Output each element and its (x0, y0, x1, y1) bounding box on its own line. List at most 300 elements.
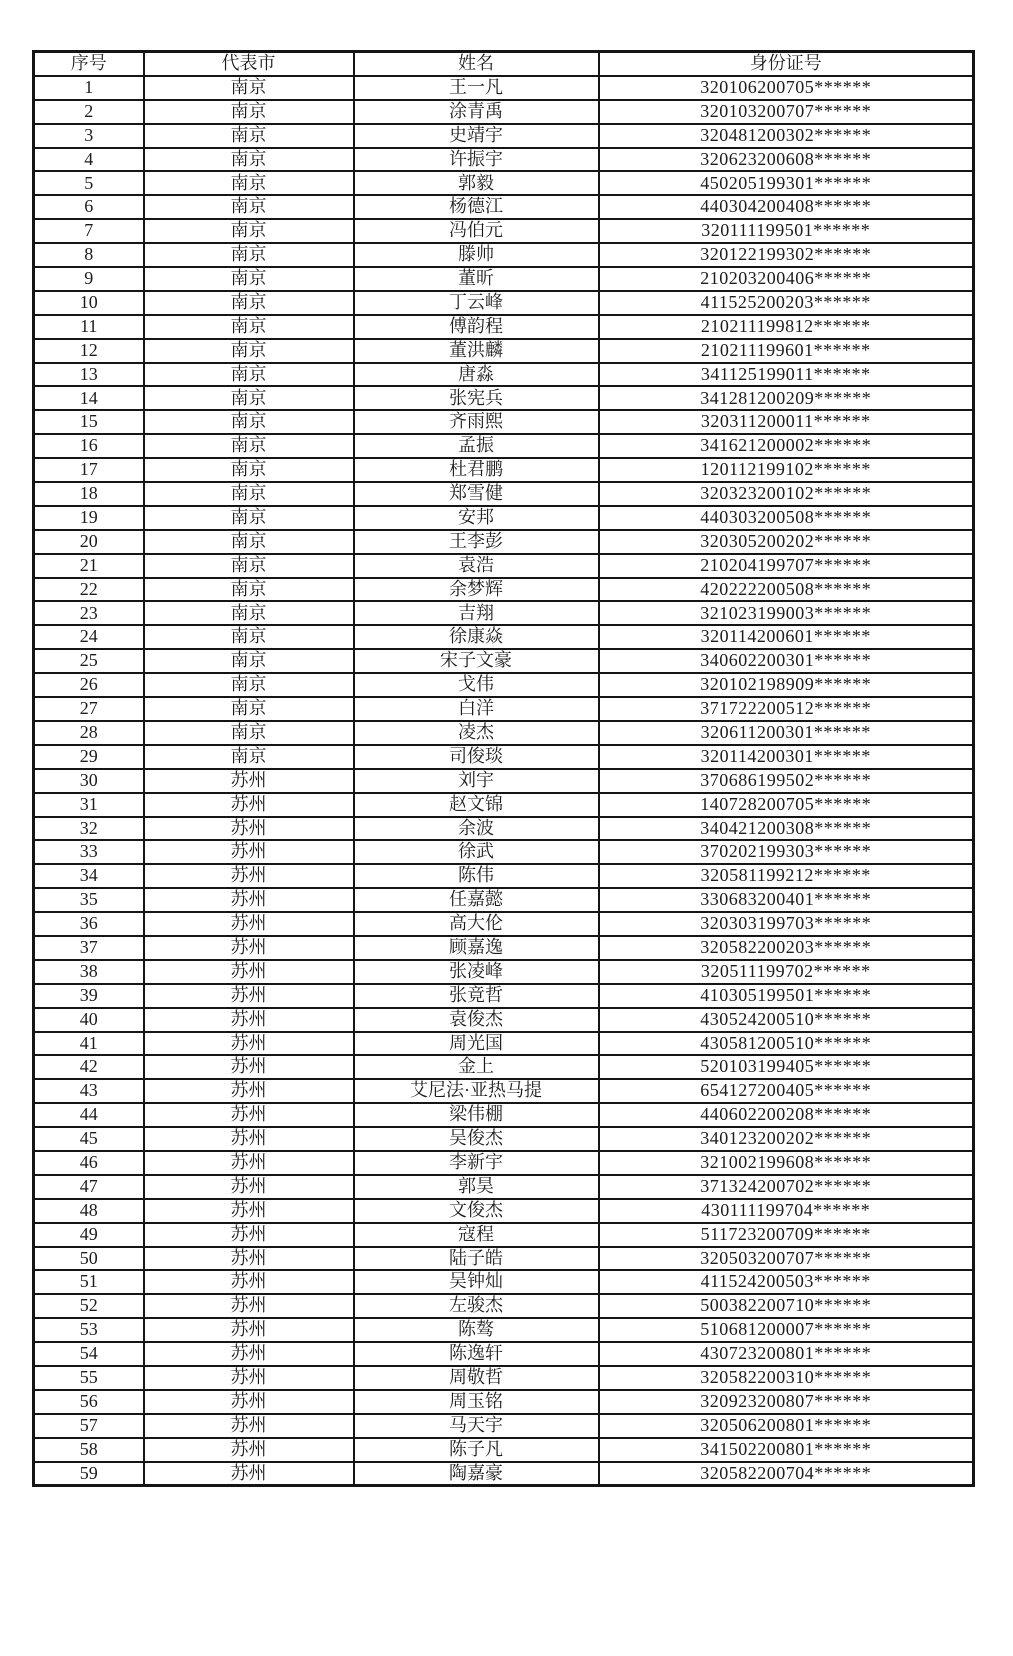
cell-serial: 7 (34, 219, 144, 243)
table-row (34, 601, 974, 625)
cell-name: 王一凡 (354, 76, 599, 100)
cell-serial: 55 (34, 1366, 144, 1390)
cell-id: 341621200002****** (599, 434, 974, 458)
cell-city: 南京 (144, 76, 354, 100)
cell-id: 210203200406****** (599, 267, 974, 291)
table-row (34, 506, 974, 530)
cell-serial: 49 (34, 1223, 144, 1247)
cell-city: 南京 (144, 721, 354, 745)
table-row (34, 434, 974, 458)
cell-name: 丁云峰 (354, 291, 599, 315)
cell-id: 210211199812****** (599, 315, 974, 339)
table-row (34, 1247, 974, 1271)
cell-city: 苏州 (144, 936, 354, 960)
cell-id: 320503200707****** (599, 1247, 974, 1271)
table-row (34, 363, 974, 387)
table-row (34, 1008, 974, 1032)
cell-id: 440303200508****** (599, 506, 974, 530)
cell-id: 341125199011****** (599, 363, 974, 387)
cell-name: 陈逸轩 (354, 1342, 599, 1366)
cell-id: 510681200007****** (599, 1318, 974, 1342)
cell-name: 吴俊杰 (354, 1127, 599, 1151)
table-row (34, 625, 974, 649)
cell-city: 南京 (144, 434, 354, 458)
cell-serial: 25 (34, 649, 144, 673)
cell-city: 苏州 (144, 793, 354, 817)
cell-city: 苏州 (144, 1151, 354, 1175)
cell-city: 南京 (144, 148, 354, 172)
table-row (34, 1438, 974, 1462)
cell-id: 340602200301****** (599, 649, 974, 673)
cell-serial: 13 (34, 363, 144, 387)
cell-serial: 31 (34, 793, 144, 817)
cell-serial: 4 (34, 148, 144, 172)
cell-name: 涂青禹 (354, 100, 599, 124)
cell-city: 南京 (144, 578, 354, 602)
cell-name: 齐雨熙 (354, 410, 599, 434)
cell-id: 320106200705****** (599, 76, 974, 100)
cell-name: 滕帅 (354, 243, 599, 267)
cell-serial: 21 (34, 554, 144, 578)
table-row (34, 960, 974, 984)
cell-name: 冯伯元 (354, 219, 599, 243)
cell-name: 戈伟 (354, 673, 599, 697)
cell-id: 420222200508****** (599, 578, 974, 602)
cell-id: 341281200209****** (599, 386, 974, 410)
cell-serial: 42 (34, 1055, 144, 1079)
cell-city: 南京 (144, 386, 354, 410)
cell-serial: 2 (34, 100, 144, 124)
cell-name: 金上 (354, 1055, 599, 1079)
cell-city: 南京 (144, 339, 354, 363)
cell-serial: 12 (34, 339, 144, 363)
cell-id: 370686199502****** (599, 769, 974, 793)
table-row (34, 1294, 974, 1318)
cell-id: 320582200203****** (599, 936, 974, 960)
cell-name: 张凌峰 (354, 960, 599, 984)
cell-name: 司俊琰 (354, 745, 599, 769)
cell-id: 430524200510****** (599, 1008, 974, 1032)
column-header-city: 代表市 (144, 52, 354, 76)
cell-id: 320511199702****** (599, 960, 974, 984)
table-row (34, 339, 974, 363)
table-row (34, 936, 974, 960)
table-row (34, 1127, 974, 1151)
cell-serial: 36 (34, 912, 144, 936)
cell-city: 苏州 (144, 1438, 354, 1462)
cell-city: 南京 (144, 554, 354, 578)
cell-city: 南京 (144, 506, 354, 530)
cell-serial: 10 (34, 291, 144, 315)
cell-city: 南京 (144, 482, 354, 506)
cell-serial: 20 (34, 530, 144, 554)
cell-serial: 23 (34, 601, 144, 625)
cell-serial: 16 (34, 434, 144, 458)
cell-name: 王李彭 (354, 530, 599, 554)
cell-serial: 59 (34, 1462, 144, 1486)
cell-serial: 14 (34, 386, 144, 410)
cell-city: 苏州 (144, 1462, 354, 1486)
cell-name: 陆子皓 (354, 1247, 599, 1271)
cell-name: 袁浩 (354, 554, 599, 578)
cell-id: 371722200512****** (599, 697, 974, 721)
table-row (34, 291, 974, 315)
cell-city: 南京 (144, 530, 354, 554)
table-row (34, 171, 974, 195)
cell-id: 320611200301****** (599, 721, 974, 745)
cell-city: 苏州 (144, 1390, 354, 1414)
table-row (34, 1055, 974, 1079)
cell-id: 520103199405****** (599, 1055, 974, 1079)
cell-id: 370202199303****** (599, 840, 974, 864)
cell-id: 320122199302****** (599, 243, 974, 267)
cell-serial: 33 (34, 840, 144, 864)
cell-id: 320623200608****** (599, 148, 974, 172)
table-row (34, 458, 974, 482)
cell-name: 艾尼法·亚热马提 (354, 1079, 599, 1103)
cell-serial: 58 (34, 1438, 144, 1462)
table-row (34, 793, 974, 817)
cell-id: 140728200705****** (599, 793, 974, 817)
cell-city: 苏州 (144, 864, 354, 888)
table-row (34, 554, 974, 578)
cell-id: 450205199301****** (599, 171, 974, 195)
cell-name: 陈骜 (354, 1318, 599, 1342)
cell-name: 史靖宇 (354, 124, 599, 148)
table-row (34, 840, 974, 864)
cell-city: 苏州 (144, 888, 354, 912)
cell-serial: 43 (34, 1079, 144, 1103)
cell-id: 320114200301****** (599, 745, 974, 769)
cell-city: 南京 (144, 219, 354, 243)
cell-name: 刘宇 (354, 769, 599, 793)
cell-id: 371324200702****** (599, 1175, 974, 1199)
cell-city: 南京 (144, 195, 354, 219)
cell-city: 南京 (144, 625, 354, 649)
cell-serial: 57 (34, 1414, 144, 1438)
cell-name: 董昕 (354, 267, 599, 291)
cell-id: 320506200801****** (599, 1414, 974, 1438)
cell-name: 郭昊 (354, 1175, 599, 1199)
table-row (34, 124, 974, 148)
cell-serial: 45 (34, 1127, 144, 1151)
cell-city: 苏州 (144, 984, 354, 1008)
cell-name: 吉翔 (354, 601, 599, 625)
cell-city: 苏州 (144, 1342, 354, 1366)
cell-city: 苏州 (144, 1199, 354, 1223)
cell-city: 苏州 (144, 1008, 354, 1032)
cell-id: 411525200203****** (599, 291, 974, 315)
cell-serial: 50 (34, 1247, 144, 1271)
cell-name: 文俊杰 (354, 1199, 599, 1223)
table-row (34, 148, 974, 172)
cell-id: 320114200601****** (599, 625, 974, 649)
cell-city: 南京 (144, 745, 354, 769)
cell-serial: 27 (34, 697, 144, 721)
table-row (34, 745, 974, 769)
cell-id: 321002199608****** (599, 1151, 974, 1175)
cell-name: 许振宇 (354, 148, 599, 172)
cell-id: 320923200807****** (599, 1390, 974, 1414)
cell-city: 苏州 (144, 1127, 354, 1151)
cell-serial: 5 (34, 171, 144, 195)
table-row (34, 769, 974, 793)
cell-city: 苏州 (144, 840, 354, 864)
cell-id: 320111199501****** (599, 219, 974, 243)
cell-id: 340421200308****** (599, 817, 974, 841)
cell-id: 210204199707****** (599, 554, 974, 578)
cell-serial: 40 (34, 1008, 144, 1032)
cell-name: 张竟哲 (354, 984, 599, 1008)
cell-city: 南京 (144, 267, 354, 291)
table-row (34, 1270, 974, 1294)
cell-name: 余梦辉 (354, 578, 599, 602)
cell-name: 孟振 (354, 434, 599, 458)
cell-city: 苏州 (144, 1414, 354, 1438)
table-row (34, 721, 974, 745)
cell-city: 南京 (144, 243, 354, 267)
cell-name: 唐淼 (354, 363, 599, 387)
cell-name: 赵文锦 (354, 793, 599, 817)
table-body (34, 76, 974, 1486)
table-row (34, 410, 974, 434)
cell-serial: 6 (34, 195, 144, 219)
column-header-serial: 序号 (34, 52, 144, 76)
cell-serial: 29 (34, 745, 144, 769)
cell-name: 傅韵程 (354, 315, 599, 339)
cell-id: 320103200707****** (599, 100, 974, 124)
cell-serial: 56 (34, 1390, 144, 1414)
cell-serial: 39 (34, 984, 144, 1008)
table-header (34, 52, 974, 76)
cell-city: 南京 (144, 697, 354, 721)
cell-id: 320305200202****** (599, 530, 974, 554)
cell-name: 郑雪健 (354, 482, 599, 506)
table-row (34, 243, 974, 267)
cell-id: 320311200011****** (599, 410, 974, 434)
cell-name: 白洋 (354, 697, 599, 721)
table-row (34, 219, 974, 243)
cell-serial: 41 (34, 1032, 144, 1056)
cell-city: 苏州 (144, 1318, 354, 1342)
cell-name: 杨德江 (354, 195, 599, 219)
table-row (34, 984, 974, 1008)
cell-serial: 8 (34, 243, 144, 267)
cell-serial: 52 (34, 1294, 144, 1318)
table-row (34, 267, 974, 291)
table-row (34, 1462, 974, 1486)
cell-serial: 19 (34, 506, 144, 530)
table-row (34, 1414, 974, 1438)
table-row (34, 1223, 974, 1247)
cell-name: 凌杰 (354, 721, 599, 745)
cell-name: 周玉铭 (354, 1390, 599, 1414)
cell-name: 董洪麟 (354, 339, 599, 363)
cell-city: 苏州 (144, 1366, 354, 1390)
cell-serial: 3 (34, 124, 144, 148)
cell-city: 南京 (144, 315, 354, 339)
cell-serial: 48 (34, 1199, 144, 1223)
cell-city: 南京 (144, 363, 354, 387)
cell-serial: 46 (34, 1151, 144, 1175)
cell-id: 410305199501****** (599, 984, 974, 1008)
table-row (34, 1342, 974, 1366)
cell-city: 南京 (144, 100, 354, 124)
cell-id: 411524200503****** (599, 1270, 974, 1294)
cell-serial: 18 (34, 482, 144, 506)
cell-id: 430111199704****** (599, 1199, 974, 1223)
cell-serial: 34 (34, 864, 144, 888)
cell-name: 郭毅 (354, 171, 599, 195)
cell-name: 徐武 (354, 840, 599, 864)
cell-city: 苏州 (144, 1247, 354, 1271)
cell-serial: 15 (34, 410, 144, 434)
cell-name: 杜君鹏 (354, 458, 599, 482)
cell-name: 吴钟灿 (354, 1270, 599, 1294)
table-row (34, 1318, 974, 1342)
cell-id: 320582200704****** (599, 1462, 974, 1486)
cell-serial: 54 (34, 1342, 144, 1366)
table-row (34, 1079, 974, 1103)
cell-city: 南京 (144, 124, 354, 148)
cell-city: 苏州 (144, 817, 354, 841)
cell-city: 南京 (144, 673, 354, 697)
table-row (34, 578, 974, 602)
cell-id: 320582200310****** (599, 1366, 974, 1390)
cell-id: 320102198909****** (599, 673, 974, 697)
cell-city: 苏州 (144, 1103, 354, 1127)
table-row (34, 888, 974, 912)
cell-city: 苏州 (144, 1294, 354, 1318)
cell-id: 320581199212****** (599, 864, 974, 888)
cell-city: 苏州 (144, 1223, 354, 1247)
cell-name: 梁伟棚 (354, 1103, 599, 1127)
cell-name: 顾嘉逸 (354, 936, 599, 960)
cell-serial: 32 (34, 817, 144, 841)
cell-id: 320323200102****** (599, 482, 974, 506)
cell-city: 南京 (144, 291, 354, 315)
table-row (34, 649, 974, 673)
cell-name: 李新宇 (354, 1151, 599, 1175)
cell-name: 徐康焱 (354, 625, 599, 649)
cell-city: 南京 (144, 649, 354, 673)
cell-id: 654127200405****** (599, 1079, 974, 1103)
cell-name: 袁俊杰 (354, 1008, 599, 1032)
cell-serial: 1 (34, 76, 144, 100)
cell-name: 周敬哲 (354, 1366, 599, 1390)
cell-id: 511723200709****** (599, 1223, 974, 1247)
cell-serial: 9 (34, 267, 144, 291)
cell-city: 苏州 (144, 1079, 354, 1103)
cell-serial: 51 (34, 1270, 144, 1294)
table-row (34, 315, 974, 339)
cell-city: 南京 (144, 171, 354, 195)
table-row (34, 1366, 974, 1390)
cell-name: 高大伦 (354, 912, 599, 936)
cell-serial: 53 (34, 1318, 144, 1342)
table-row (34, 482, 974, 506)
cell-id: 340123200202****** (599, 1127, 974, 1151)
table-row (34, 1199, 974, 1223)
table-row (34, 1151, 974, 1175)
cell-id: 430581200510****** (599, 1032, 974, 1056)
cell-serial: 28 (34, 721, 144, 745)
cell-id: 321023199003****** (599, 601, 974, 625)
table-row (34, 1032, 974, 1056)
cell-serial: 30 (34, 769, 144, 793)
column-header-id: 身份证号 (599, 52, 974, 76)
cell-serial: 44 (34, 1103, 144, 1127)
cell-id: 500382200710****** (599, 1294, 974, 1318)
table-row (34, 1390, 974, 1414)
cell-id: 210211199601****** (599, 339, 974, 363)
cell-name: 陈伟 (354, 864, 599, 888)
cell-id: 320481200302****** (599, 124, 974, 148)
cell-name: 宋子文豪 (354, 649, 599, 673)
cell-serial: 24 (34, 625, 144, 649)
cell-serial: 26 (34, 673, 144, 697)
table-row (34, 817, 974, 841)
cell-serial: 11 (34, 315, 144, 339)
table-row (34, 1175, 974, 1199)
cell-id: 440602200208****** (599, 1103, 974, 1127)
table-row (34, 195, 974, 219)
cell-name: 任嘉懿 (354, 888, 599, 912)
table-row (34, 912, 974, 936)
cell-serial: 22 (34, 578, 144, 602)
cell-id: 440304200408****** (599, 195, 974, 219)
cell-serial: 47 (34, 1175, 144, 1199)
cell-name: 安邦 (354, 506, 599, 530)
cell-serial: 37 (34, 936, 144, 960)
cell-serial: 17 (34, 458, 144, 482)
cell-id: 120112199102****** (599, 458, 974, 482)
cell-city: 南京 (144, 458, 354, 482)
table-row (34, 100, 974, 124)
cell-city: 苏州 (144, 1032, 354, 1056)
cell-name: 马天宇 (354, 1414, 599, 1438)
cell-serial: 35 (34, 888, 144, 912)
table-row (34, 386, 974, 410)
cell-name: 张宪兵 (354, 386, 599, 410)
table-row (34, 697, 974, 721)
header-row (34, 52, 974, 76)
cell-name: 左骏杰 (354, 1294, 599, 1318)
cell-city: 苏州 (144, 1175, 354, 1199)
cell-id: 341502200801****** (599, 1438, 974, 1462)
cell-name: 寇程 (354, 1223, 599, 1247)
cell-name: 陈子凡 (354, 1438, 599, 1462)
table-row (34, 1103, 974, 1127)
cell-id: 330683200401****** (599, 888, 974, 912)
cell-name: 陶嘉豪 (354, 1462, 599, 1486)
table-row (34, 864, 974, 888)
cell-name: 余波 (354, 817, 599, 841)
cell-id: 430723200801****** (599, 1342, 974, 1366)
roster-table (32, 50, 975, 1487)
cell-name: 周光国 (354, 1032, 599, 1056)
cell-city: 南京 (144, 601, 354, 625)
table-row (34, 530, 974, 554)
cell-city: 苏州 (144, 912, 354, 936)
table-row (34, 76, 974, 100)
cell-serial: 38 (34, 960, 144, 984)
cell-city: 苏州 (144, 960, 354, 984)
table-row (34, 673, 974, 697)
cell-city: 苏州 (144, 769, 354, 793)
cell-id: 320303199703****** (599, 912, 974, 936)
cell-city: 苏州 (144, 1270, 354, 1294)
